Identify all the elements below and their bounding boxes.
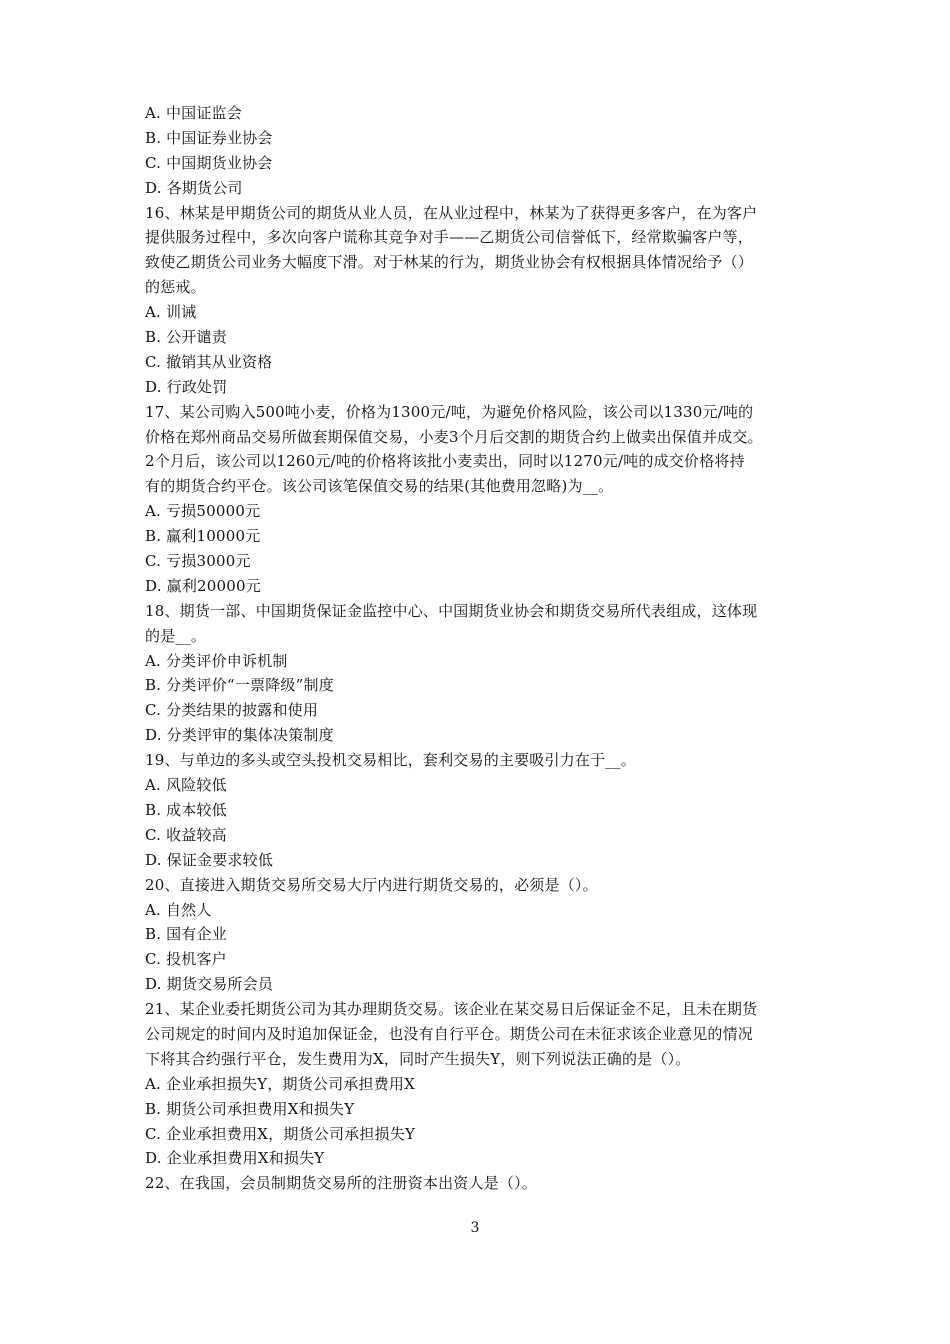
text-line: 20、直接进入期货交易所交易大厅内进行期货交易的，必须是（）。 bbox=[145, 875, 598, 894]
text-line: A. 中国证监会 bbox=[145, 104, 242, 122]
text-line: A. 训诫 bbox=[145, 303, 197, 322]
text-line: D. 期货交易所会员 bbox=[145, 975, 274, 994]
text-line: B. 成本较低 bbox=[145, 800, 227, 819]
text-line: D. 行政处罚 bbox=[145, 377, 228, 396]
text-line: C. 投机客户 bbox=[145, 950, 227, 969]
text-line: A. 自然人 bbox=[145, 900, 212, 919]
text-line: 公司规定的时间内及时追加保证金，也没有自行平仓。期货公司在未征求该企业意见的情况 bbox=[145, 1024, 754, 1043]
text-line: C. 分类结果的披露和使用 bbox=[145, 701, 319, 720]
text-line: 21、某企业委托期货公司为其办理期货交易。该企业在某交易日后保证金不足，且未在期货 bbox=[145, 1000, 758, 1019]
text-line: 的惩戒。 bbox=[145, 278, 206, 297]
text-line: D. 保证金要求较低 bbox=[145, 850, 274, 869]
text-line: 22、在我国，会员制期货交易所的注册资本出资人是（）。 bbox=[145, 1174, 537, 1193]
text-line: C. 收益较高 bbox=[145, 825, 227, 844]
page-number: 3 bbox=[470, 1220, 480, 1236]
text-line: 2个月后，该公司以1260元/吨的价格将该批小麦卖出，同时以1270元/吨的成交价格将持 bbox=[145, 452, 745, 471]
text-line: 的是__。 bbox=[145, 626, 207, 645]
text-line: B. 国有企业 bbox=[145, 925, 227, 944]
text-line: D. 企业承担费用X和损失Y bbox=[145, 1149, 325, 1168]
text-line: 致使乙期货公司业务大幅度下滑。对于林某的行为，期货业协会有权根据具体情况给予（） bbox=[145, 253, 754, 272]
text-line: B. 中国证券业协会 bbox=[145, 128, 273, 147]
text-line: D. 赢利20000元 bbox=[145, 576, 261, 595]
text-line: 下将其合约强行平仓，发生费用为X，同时产生损失Y，则下列说法正确的是（）。 bbox=[145, 1049, 691, 1068]
text-line: B. 期货公司承担费用X和损失Y bbox=[145, 1099, 355, 1118]
text-line: A. 企业承担损失Y，期货公司承担费用X bbox=[145, 1074, 415, 1093]
text-line: B. 公开谴责 bbox=[145, 328, 227, 347]
text-line: B. 分类评价“一票降级”制度 bbox=[145, 676, 334, 695]
text-line: A. 风险较低 bbox=[145, 776, 227, 795]
text-line: 17、某公司购入500吨小麦，价格为1300元/吨，为避免价格风险，该公司以1330元/吨的 bbox=[145, 402, 754, 421]
text-line: D. 分类评审的集体决策制度 bbox=[145, 726, 334, 745]
text-line: 18、期货一部、中国期货保证金监控中心、中国期货业协会和期货交易所代表组成，这体现 bbox=[145, 601, 758, 620]
text-line: 提供服务过程中，多次向客户谎称其竞争对手——乙期货公司信誉低下，经常欺骗客户等， bbox=[145, 228, 754, 247]
text-line: A. 分类评价申诉机制 bbox=[145, 651, 288, 670]
text-line: 有的期货合约平仓。该公司该笔保值交易的结果(其他费用忽略)为__。 bbox=[145, 477, 614, 496]
page-body bbox=[145, 101, 825, 1196]
text-line: 19、与单边的多头或空头投机交易相比，套利交易的主要吸引力在于__。 bbox=[145, 751, 636, 770]
text-line: A. 亏损50000元 bbox=[145, 502, 261, 521]
text-line: C. 撤销其从业资格 bbox=[145, 352, 273, 371]
text-line: B. 赢利10000元 bbox=[145, 527, 261, 546]
text-line: 价格在郑州商品交易所做套期保值交易，小麦3个月后交割的期货合约上做卖出保值并成交。 bbox=[145, 427, 763, 446]
text-line: C. 亏损3000元 bbox=[145, 552, 251, 571]
text-line: C. 企业承担费用X，期货公司承担损失Y bbox=[145, 1124, 416, 1143]
text-line: 16、林某是甲期货公司的期货从业人员，在从业过程中，林某为了获得更多客户，在为客户 bbox=[145, 203, 758, 222]
text-line: D. 各期货公司 bbox=[145, 178, 243, 197]
text-line: C. 中国期货业协会 bbox=[145, 153, 273, 172]
